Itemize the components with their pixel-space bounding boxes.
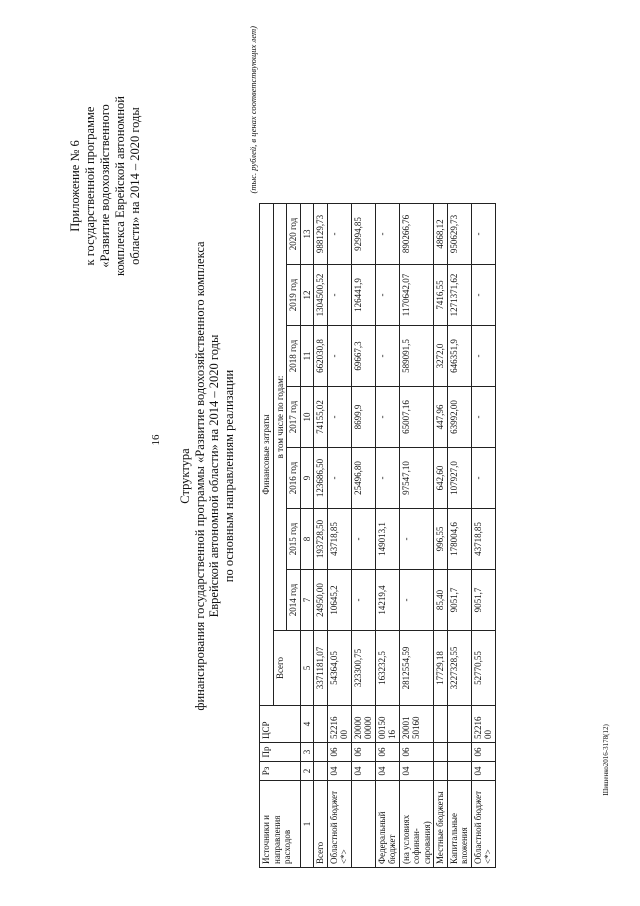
table-row: [471, 204, 495, 868]
year-value-cell: 92994,85: [351, 204, 375, 265]
year-value-cell: -: [471, 265, 495, 326]
total-cell: 54364,05: [327, 631, 351, 706]
year-value-cell: -: [375, 448, 399, 509]
year-value-cell: 1170642,07: [399, 265, 434, 326]
table-row: [447, 204, 471, 868]
year-value-cell: -: [471, 204, 495, 265]
pr-cell: 06: [399, 743, 434, 762]
index-cell: 8: [300, 509, 314, 570]
index-cell: 12: [300, 265, 314, 326]
index-row: [300, 204, 314, 868]
year-value-cell: 178004,6: [447, 509, 471, 570]
appendix-line: Приложение № 6: [68, 140, 82, 232]
year-value-cell: 646351,9: [447, 326, 471, 387]
index-cell: 1: [300, 781, 314, 868]
rz-cell: 04: [471, 762, 495, 781]
year-value-cell: 85,40: [434, 570, 448, 631]
csr-cell: 20001 50160: [399, 706, 434, 743]
year-value-cell: 662030,8: [314, 326, 328, 387]
rz-cell: 04: [327, 762, 351, 781]
appendix-block: [68, 36, 143, 336]
pr-cell: [447, 743, 471, 762]
total-cell: 3227328,55: [447, 631, 471, 706]
row-name-cell: Всего: [314, 781, 328, 868]
pr-cell: 06: [471, 743, 495, 762]
year-value-cell: -: [375, 265, 399, 326]
year-value-cell: 1271371,62: [447, 265, 471, 326]
row-name-cell: Местные бюджеты: [434, 781, 448, 868]
year-value-cell: 642,60: [434, 448, 448, 509]
year-value-cell: 3272,0: [434, 326, 448, 387]
total-cell: 2812554,59: [399, 631, 434, 706]
rz-cell: [314, 762, 328, 781]
rz-cell: [447, 762, 471, 781]
table-row: [314, 204, 328, 868]
index-cell: 13: [300, 204, 314, 265]
rz-cell: [434, 762, 448, 781]
year-value-cell: 193728,50: [314, 509, 328, 570]
header-year: 2019 год: [287, 265, 301, 326]
title-line: Структура: [178, 448, 192, 504]
row-name-cell: Капитальные вложения: [447, 781, 471, 868]
table-body: [314, 204, 496, 868]
rz-cell: 04: [399, 762, 434, 781]
year-value-cell: 43718,85: [471, 509, 495, 570]
year-value-cell: -: [327, 387, 351, 448]
header-pr: Пр: [260, 743, 301, 762]
header-year: 2018 год: [287, 326, 301, 387]
year-value-cell: 107927,0: [447, 448, 471, 509]
csr-cell: [434, 706, 448, 743]
title-line: по основным направлениям реализации: [221, 369, 236, 583]
csr-cell: 00150 16: [375, 706, 399, 743]
year-value-cell: -: [375, 387, 399, 448]
header-financial: Финансовые затраты: [260, 204, 274, 706]
row-name-cell: Областной бюджет <*>: [471, 781, 495, 868]
total-cell: 163232,5: [375, 631, 399, 706]
year-value-cell: 890266,76: [399, 204, 434, 265]
pr-cell: 06: [375, 743, 399, 762]
year-value-cell: 447,96: [434, 387, 448, 448]
index-cell: 2: [300, 762, 314, 781]
total-cell: 3371181,07: [314, 631, 328, 706]
pr-cell: 06: [351, 743, 375, 762]
header-year: 2014 год: [287, 570, 301, 631]
rz-cell: 04: [351, 762, 375, 781]
header-year: 2017 год: [287, 387, 301, 448]
year-value-cell: -: [399, 509, 434, 570]
year-value-cell: 126441,9: [351, 265, 375, 326]
header-year: 2020 год: [287, 204, 301, 265]
year-value-cell: 24950,00: [314, 570, 328, 631]
year-value-cell: 8699,9: [351, 387, 375, 448]
year-value-cell: -: [327, 204, 351, 265]
header-including: в том числе по годам:: [273, 204, 287, 631]
csr-cell: [447, 706, 471, 743]
index-cell: 5: [300, 631, 314, 706]
header-rz: Рз: [260, 762, 301, 781]
appendix-line: «Развитие водохозяйственного: [98, 104, 112, 268]
index-cell: 3: [300, 743, 314, 762]
year-value-cell: 63992,00: [447, 387, 471, 448]
pr-cell: [434, 743, 448, 762]
year-value-cell: 1304500,52: [314, 265, 328, 326]
year-value-cell: 149013,1: [375, 509, 399, 570]
year-value-cell: 996,55: [434, 509, 448, 570]
index-cell: 9: [300, 448, 314, 509]
year-value-cell: 950629,73: [447, 204, 471, 265]
year-value-cell: 7416,55: [434, 265, 448, 326]
footer-code: Шишенко2016-3178(12): [602, 724, 610, 796]
year-value-cell: -: [327, 448, 351, 509]
header-total: Всего: [273, 631, 300, 706]
row-name-cell: [351, 781, 375, 868]
year-value-cell: -: [471, 326, 495, 387]
table-row: [375, 204, 399, 868]
header-csr: ЦСР: [260, 706, 301, 743]
year-value-cell: -: [375, 326, 399, 387]
header-year: 2015 год: [287, 509, 301, 570]
year-value-cell: -: [471, 387, 495, 448]
year-value-cell: 10645,2: [327, 570, 351, 631]
year-value-cell: 589091,5: [399, 326, 434, 387]
appendix-line: комплекса Еврейской автономной: [113, 96, 127, 276]
header-row: [260, 204, 274, 868]
year-value-cell: -: [351, 509, 375, 570]
year-value-cell: 69667,3: [351, 326, 375, 387]
title-line: Еврейской автономной области» на 2014 – 2020 годы: [207, 334, 221, 618]
csr-cell: 52216 00: [327, 706, 351, 743]
year-value-cell: -: [399, 570, 434, 631]
total-cell: 52770,55: [471, 631, 495, 706]
year-value-cell: 9051,7: [471, 570, 495, 631]
rotated-content: [2, 6, 630, 906]
units-note: (тыс. рублей, в ценах соответствующих лет): [248, 26, 258, 194]
pr-cell: 06: [327, 743, 351, 762]
index-cell: 10: [300, 387, 314, 448]
appendix-line: к государственной программе: [83, 106, 97, 266]
page-number: 16: [150, 434, 162, 446]
total-cell: 17729,18: [434, 631, 448, 706]
index-cell: 11: [300, 326, 314, 387]
table-row: [399, 204, 434, 868]
year-value-cell: 65007,16: [399, 387, 434, 448]
year-value-cell: 25496,80: [351, 448, 375, 509]
row-name-cell: Областной бюджет <*>: [327, 781, 351, 868]
csr-cell: 52216 00: [471, 706, 495, 743]
header-year: 2016 год: [287, 448, 301, 509]
year-value-cell: 4868,12: [434, 204, 448, 265]
appendix-line: области» на 2014 – 2020 годы: [128, 107, 142, 265]
document-title: [178, 156, 236, 796]
year-value-cell: 9051,7: [447, 570, 471, 631]
csr-cell: [314, 706, 328, 743]
table-row: [351, 204, 375, 868]
year-value-cell: 14219,4: [375, 570, 399, 631]
table-row: [434, 204, 448, 868]
year-value-cell: -: [327, 265, 351, 326]
index-cell: 7: [300, 570, 314, 631]
csr-cell: 20000 00000: [351, 706, 375, 743]
year-value-cell: -: [327, 326, 351, 387]
year-value-cell: 74155,02: [314, 387, 328, 448]
title-line: финансирования государственной программы «Развитие водохозяйственного комплекса: [192, 241, 207, 711]
table-row: [327, 204, 351, 868]
total-cell: 323300,75: [351, 631, 375, 706]
year-value-cell: 43718,85: [327, 509, 351, 570]
header-sources: Источники и направления расходов: [260, 781, 301, 868]
year-value-cell: -: [375, 204, 399, 265]
index-cell: 4: [300, 706, 314, 743]
financing-table: [259, 203, 496, 868]
year-value-cell: 988129,73: [314, 204, 328, 265]
rz-cell: 04: [375, 762, 399, 781]
pr-cell: [314, 743, 328, 762]
row-name-cell: Федеральный бюджет: [375, 781, 399, 868]
year-value-cell: -: [351, 570, 375, 631]
year-value-cell: -: [471, 448, 495, 509]
row-name-cell: (на условиях софинан- сирования): [399, 781, 434, 868]
year-value-cell: 97547,10: [399, 448, 434, 509]
year-value-cell: 123686,50: [314, 448, 328, 509]
